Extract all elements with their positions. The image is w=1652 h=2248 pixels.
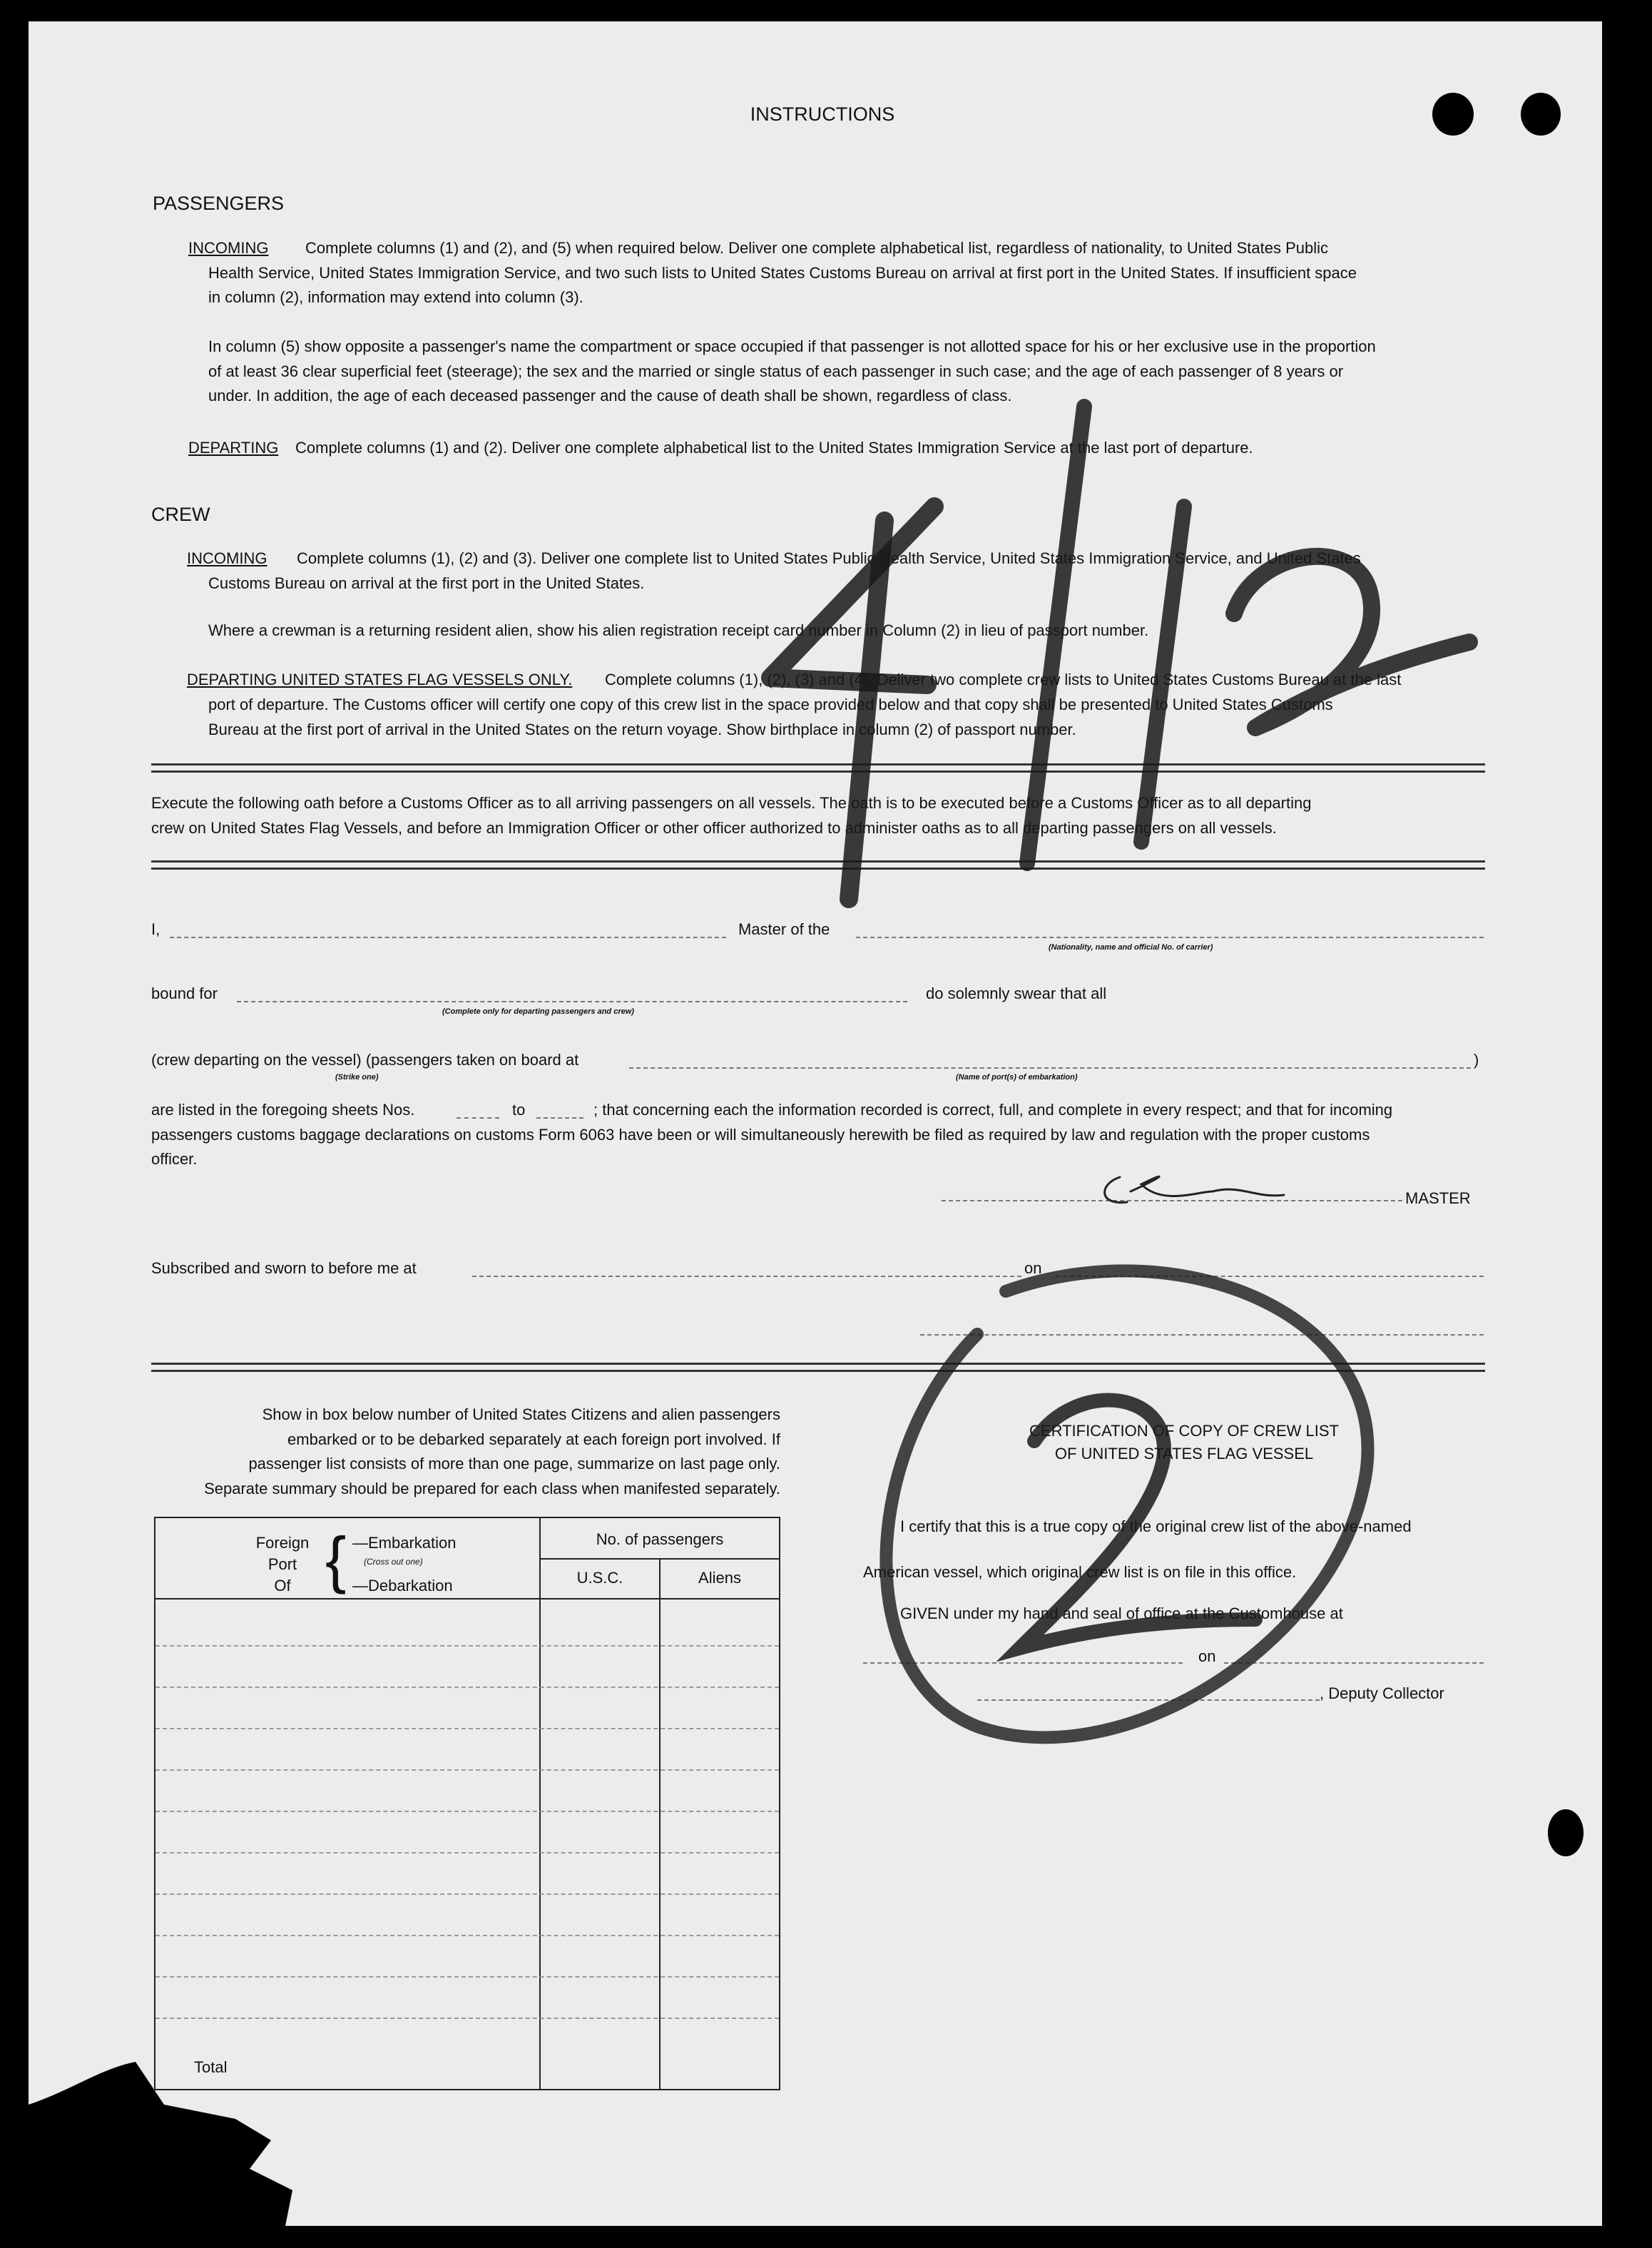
passengers-incoming-line-3: in column (2), information may extend into column (3). [208,288,583,306]
passengers-column5-line-1: In column (5) show opposite a passenger's name the compartment or space occupied if that passenger is not allotted space for his or her exclusive use in the proportion [208,337,1376,355]
crew-passengers-text: (crew departing on the vessel) (passengers taken on board at [151,1051,579,1069]
summary-line-2: embarked or to be debarked separately at each foreign port involved. If [287,1430,780,1448]
master-signature [1105,1176,1284,1202]
passengers-column5-line-2: of at least 36 clear superficial feet (steerage); the sex and the married or single status of each passenger in such case; and the age of each passenger of 8 years or [208,362,1344,380]
deputy-collector-label: , Deputy Collector [1320,1684,1444,1702]
passengers-incoming-line-2: Health Service, United States Immigration Service, and two such lists to United States Customs Bureau on arrival at first port in the United States. If insufficient space [208,264,1357,282]
listed-line-3: officer. [151,1150,198,1168]
cross-out-caption: (Cross out one) [364,1557,423,1567]
master-of-the-label: Master of the [738,920,830,938]
torn-corner [29,2062,292,2226]
bound-for-caption: (Complete only for departing passengers and crew) [442,1007,634,1016]
crew-resident-alien: Where a crewman is a returning resident alien, show his alien registration receipt card number in Column (2) in lieu of passport number. [208,621,1149,639]
handwriting-overlay [29,21,1602,2226]
certification-body-1: I certify that this is a true copy of the original crew list of the above-named [900,1517,1412,1535]
crew-departing-label: DEPARTING UNITED STATES FLAG VESSELS ONLY. [187,671,573,688]
certification-title-2: OF UNITED STATES FLAG VESSEL [1054,1445,1314,1463]
crew-departing-line-3: Bureau at the first port of arrival in the United States on the return voyage. Show birthplace in column (2) of passport number. [208,721,1076,738]
passengers-departing-text: Complete columns (1) and (2). Deliver one complete alphabetical list to the United States Immigration Service at the last port of departure. [295,439,1253,457]
close-paren: ) [1474,1051,1479,1069]
debarkation-option[interactable]: —Debarkation [352,1577,453,1595]
brace-icon: { [325,1524,347,1595]
certification-on-label: on [1198,1647,1216,1665]
certification-title-1: CERTIFICATION OF COPY OF CREW LIST [1029,1422,1339,1440]
handwritten-4112 [770,407,1469,899]
listed-sheets-text: are listed in the foregoing sheets Nos. [151,1101,415,1119]
manifest-back-page [29,21,1602,2226]
certification-body-3: GIVEN under my hand and seal of office at the Customhouse at [900,1604,1343,1622]
strike-one-caption: (Strike one) [335,1073,379,1082]
crew-departing-line-1: Complete columns (1), (2), (3) and (4). Deliver two complete crew lists to United States Customs Bureau at the last [605,671,1402,688]
summary-line-4: Separate summary should be prepared for each class when manifested separately. [204,1480,780,1497]
listed-line-1-rest: ; that concerning each the information recorded is correct, full, and complete in every respect; and that for incoming [593,1101,1393,1119]
listed-to-text: to [512,1101,526,1119]
port-caption: (Name of port(s) of embarkation) [956,1073,1078,1082]
crew-departing-line-2: port of departure. The Customs officer will certify one copy of this crew list in the space provided below and that copy shall be presented to United States Customs [208,696,1333,713]
page-title: INSTRUCTIONS [750,103,895,125]
certification-body-2: American vessel, which original crew list is on file in this office. [863,1563,1297,1581]
circled-2 [886,1271,1367,1737]
crew-incoming-label: INCOMING [187,549,267,567]
aliens-header: Aliens [698,1569,741,1587]
summary-line-3: passenger list consists of more than one page, summarize on last page only. [248,1455,780,1473]
of-label: Of [274,1577,291,1595]
bound-for-label: bound for [151,985,218,1002]
foreign-label: Foreign [255,1534,310,1552]
passengers-departing-label: DEPARTING [188,439,279,457]
crew-incoming-line-1: Complete columns (1), (2) and (3). Deliver one complete list to United States Public Health Service, United States Immigration Service, and United States [297,549,1361,567]
listed-line-2: passengers customs baggage declarations on customs Form 6063 have been or will simultaneously herewith be filed as required by law and regulation with the proper customs [151,1126,1370,1144]
subscribed-on-label: on [1024,1259,1042,1277]
port-label: Port [267,1555,297,1573]
no-of-passengers-header: No. of passengers [596,1530,724,1548]
usc-header: U.S.C. [576,1569,623,1587]
passengers-incoming-line-1: Complete columns (1) and (2), and (5) when required below. Deliver one complete alphabetical list, regardless of nationality, to United States Public [305,239,1329,257]
total-label: Total [194,2058,228,2076]
passengers-column5-line-3: under. In addition, the age of each deceased passenger and the cause of death shall be shown, regardless of class. [208,387,1012,405]
oath-i-label: I, [151,920,160,938]
crew-heading: CREW [151,504,210,525]
passengers-incoming-label: INCOMING [188,239,269,257]
crew-incoming-line-2: Customs Bureau on arrival at the first port in the United States. [208,574,645,592]
master-label: MASTER [1405,1189,1471,1207]
oath-intro-line-2: crew on United States Flag Vessels, and before an Immigration Officer or other officer authorized to administer oaths as to all departing passengers on all vessels. [151,819,1277,837]
oath-intro-line-1: Execute the following oath before a Customs Officer as to all arriving passengers on all vessels. The oath is to be executed before a Customs Officer as to all departing [151,794,1312,812]
swear-text: do solemnly swear that all [926,985,1107,1002]
embarkation-option[interactable]: —Embarkation [352,1534,457,1552]
subscribed-label: Subscribed and sworn to before me at [151,1259,417,1277]
passengers-heading: PASSENGERS [153,193,285,214]
nationality-caption: (Nationality, name and official No. of carrier) [1049,943,1213,952]
summary-line-1: Show in box below number of United States Citizens and alien passengers [262,1405,780,1423]
